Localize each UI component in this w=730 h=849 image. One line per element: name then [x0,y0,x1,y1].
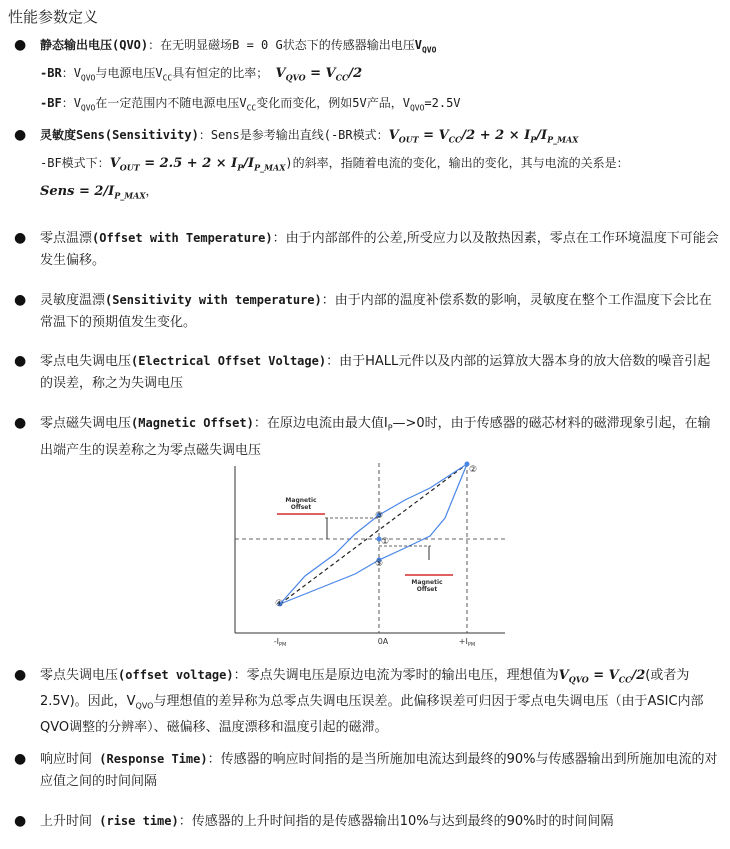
sens-temp-title: 灵敏度温漂 [40,293,106,308]
bullet-icon: ● [14,37,27,53]
item-sensitivity-temperature [14,289,720,334]
bullet-icon: ● [14,127,27,143]
bf-text4: =2.5V [424,95,461,110]
offset-voltage-title: 零点失调电压 [40,668,119,683]
sens-line2-b: )的斜率，指随着电流的变化，输出的变化，其与电流的关系是： [285,155,629,170]
item-electrical-offset [14,350,720,395]
qvo-text: ：在无明显磁场B = 0 G状态下的传感器输出电压 [148,38,415,52]
sens-line3-end: ， [145,184,158,199]
offset-voltage-text2: (或者为2.5V)。因此，V [40,668,690,709]
sens-line3: Sens = $2/I_{P\_MAX}$， [40,184,158,201]
bullet-icon: ● [14,667,27,683]
response-text: ：传感器的响应时间指的是当所施加电流达到最终的90%与传感器输出到所施加电流的对应值之间的时间间隔 [40,752,718,789]
offset-voltage-formula: $V_{QVO} = V_{CC}/2$ [558,668,646,685]
sens-temp-title-en: (Sensitivity with temperature) [105,293,322,307]
elec-offset-title-en: (Electrical Offset Voltage) [131,354,327,368]
sens-line2 [14,151,720,180]
sens-title: 灵敏度Sens(Sensitivity) [40,128,199,142]
point-label-4: ④ [275,599,284,609]
bullet-icon: ● [14,415,27,431]
bf-sub3: QVO [409,103,425,113]
offset-temp-text: ：由于内部部件的公差,所受应力以及散热因素，零点在工作环境温度下可能会发生偏移。 [40,231,719,268]
bottom-offset-label-1: Magnetic [411,579,443,586]
top-offset-label-2: Offset [290,504,312,511]
offset-temp-title-en: (Offset with Temperature) [92,231,273,245]
br-text2-sub: CC [162,73,173,83]
mag-offset-text: ：在原边电流由最大值I [253,416,388,431]
point-label-1: ① [381,537,390,547]
bullet-icon: ● [14,353,27,369]
point-label-2: ② [469,465,478,475]
item-response-time [14,748,720,793]
bullet-icon: ● [14,292,27,308]
bf-text: ：V [61,95,81,110]
item-rise-time [14,810,720,833]
item-offset-temperature [14,227,720,272]
point-label-5: ⑤ [375,559,384,569]
bottom-offset-label-2: Offset [416,586,438,593]
item-sensitivity [14,124,720,208]
bullet-icon: ● [14,230,27,246]
top-offset-label-1: Magnetic [285,497,317,504]
qvo-symbol: V [414,38,422,52]
offset-voltage-text: ：零点失调电压是原边电流为零时的输出电压，理想值为 [233,668,559,683]
bf-sub2: CC [246,103,257,113]
item-qvo [14,34,720,120]
sens-temp-text: ：由于内部的温度补偿系数的影响，灵敏度在整个工作温度下会比在常温下的预期值发生变化。 [40,293,712,330]
rise-title: 上升时间 [40,814,93,829]
hysteresis-diagram [205,458,515,648]
sens-formula1: $V_{OUT} = V_{CC}/2 + 2 \times I_P/I_{P\_MAX}$ [388,128,579,145]
sens-line2-a: -BF模式下： [40,155,110,170]
rise-title-en: (rise time) [92,814,179,828]
item-magnetic-offset: ● 零点磁失调电压(Magnetic Offset)：在原边电流由最大值$I_P—>0$时，由于传感器的磁芯材料的磁滞现象引起，在输出端产生的误差称之为零点磁失调电压 [14,412,720,462]
x-tick-pos: $+I_{PM}$ [458,637,476,648]
point-label-3: ③ [375,511,384,521]
mag-offset-title-en: (Magnetic Offset) [131,416,254,430]
sens-line3-text: Sens = 2/I [40,184,115,200]
sens-text: ：Sens是参考输出直线(-BR模式： [198,128,389,142]
x-tick-neg: $-I_{PM}$ [273,637,287,648]
x-tick-zero: 0A [377,637,389,646]
bf-text3: 变化而变化，例如5V产品，V [256,95,410,110]
sens-formula2: $V_{OUT} = 2.5 + 2 \times I_P/I_{P\_MAX}$ [109,155,286,173]
bf-text2: 在一定范围内不随电源电压V [95,95,247,110]
mag-offset-text2: —>0时，由于传感器的磁芯材料的磁滞现象引起，在输出端产生的误差称之为零点磁失调电压 [40,416,711,458]
br-text2: 与电源电压V [95,66,163,81]
br-text3: 具有恒定的比率； [172,66,269,81]
elec-offset-title: 零点电失调电压 [40,354,132,369]
response-title: 响应时间 [40,752,93,767]
br-text: ：V [61,66,81,81]
offset-voltage-title-en: (offset voltage) [118,668,234,682]
magnetic-offset-figure [205,458,515,648]
qvo-br-line [14,61,720,90]
mag-offset-title: 零点磁失调电压 [40,416,132,431]
qvo-title: 静态输出电压(QVO) [40,38,149,52]
qvo-bf-line [14,91,720,120]
br-formula: $V_{QVO} = V_{CC}/2$ [275,66,363,83]
bf-label: -BF [40,95,62,110]
br-text-sub: QVO [80,73,96,83]
item-offset-voltage: ● 零点失调电压(offset voltage)：零点失调电压是原边电流为零时的输出电压，理想值为$V_{QVO} = V_{CC}/2$(或者为2.5V)。因此，$V_{QVO}$与理想值的差异称为总零点失调电压误差。此偏移误差可归因于零点电失调电压（由于ASIC内部QVO调整的分辨率）、磁偏移、温度漂移和温度引起的磁滞。 [14,664,720,739]
offset-voltage-text3: 与理想值的差异称为总零点失调电压误差。此偏移误差可归因于零点电失调电压（由于ASIC内部QVO调整的分辨率）、磁偏移、温度漂移和温度引起的磁滞。 [40,693,704,736]
qvo-symbol-sub: QVO [421,45,437,55]
bullet-icon: ● [14,751,27,767]
elec-offset-text: ：由于HALL元件以及内部的运算放大器本身的放大倍数的噪音引起的误差，称之为失调电压 [40,354,711,391]
response-title-en: (Response Time) [92,752,208,766]
offset-temp-title: 零点温漂 [40,231,93,246]
page-title: 性能参数定义 [8,8,99,26]
br-label: -BR [40,66,62,81]
rise-text: ：传感器的上升时间指的是传感器输出10%与达到最终的90%时的时间间隔 [178,814,614,829]
bf-sub: QVO [80,103,96,113]
bullet-icon: ● [14,813,27,829]
